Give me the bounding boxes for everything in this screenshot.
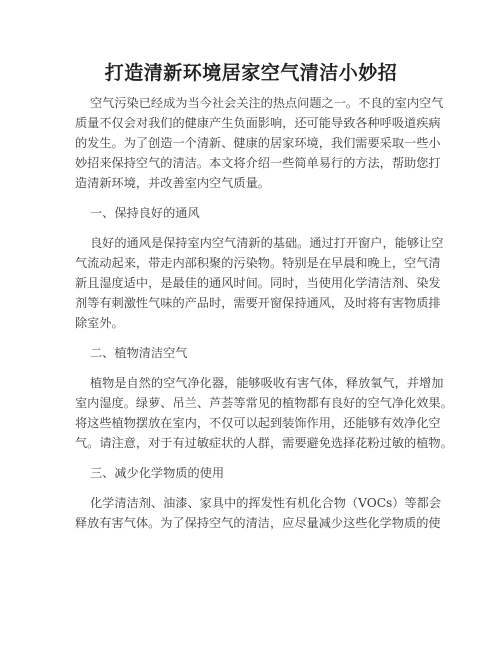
section-1-line-1: 良好的通风是保持室内空气清新的基础。通过打开窗户，能够让空 — [90, 236, 444, 250]
section-2-line-1: 植物是自然的空气净化器，能够吸收有害气体，释放氧气，并增加 — [90, 376, 444, 390]
section-3-line-1: 化学清洁剂、油漆、家具中的挥发性有机化合物（VOCs）等都会 — [90, 496, 442, 510]
section-2-line-2: 室内湿度。绿萝、吊兰、芦荟等常见的植物都有良好的空气净化效果。 — [75, 396, 453, 410]
intro-line-1: 空气污染已经成为当今社会关注的热点问题之一。不良的室内空气 — [90, 96, 444, 110]
section-2-line-4: 气。请注意，对于有过敏症状的人群，需要避免选择花粉过敏的植物。 — [75, 436, 453, 450]
intro-line-5: 造清新环境，并改善室内空气质量。 — [75, 176, 270, 190]
intro-line-3: 的发生。为了创造一个清新、健康的居家环境，我们需要采取一些小 — [75, 136, 441, 150]
section-1-line-2: 气流动起来，带走内部积聚的污染物。特别是在早晨和晚上，空气清 — [75, 256, 441, 270]
section-3-line-2: 释放有害气体。为了保持空气的清洁，应尽量减少这些化学物质的使 — [75, 516, 441, 530]
section-1-line-4: 剂等有刺激性气味的产品时，需要开窗保持通风，及时将有害物质排 — [75, 296, 441, 310]
section-heading-3: 三、减少化学物质的使用 — [90, 466, 225, 480]
intro-line-2: 质量不仅会对我们的健康产生负面影响，还可能导致各种呼吸道疾病 — [75, 116, 441, 130]
document-title: 打造清新环境居家空气清洁小妙招 — [104, 62, 398, 84]
section-heading-1: 一、保持良好的通风 — [90, 206, 200, 220]
section-2-line-3: 将这些植物摆放在室内，不仅可以起到装饰作用，还能够有效净化空 — [75, 416, 441, 430]
intro-line-4: 妙招来保持空气的清洁。本文将介绍一些简单易行的方法，帮助您打 — [75, 156, 441, 170]
section-1-line-3: 新且湿度适中，是最佳的通风时间。同时，当使用化学清洁剂、染发 — [75, 276, 441, 290]
section-heading-2: 二、植物清洁空气 — [90, 346, 188, 360]
section-1-line-5: 除室外。 — [75, 316, 124, 330]
